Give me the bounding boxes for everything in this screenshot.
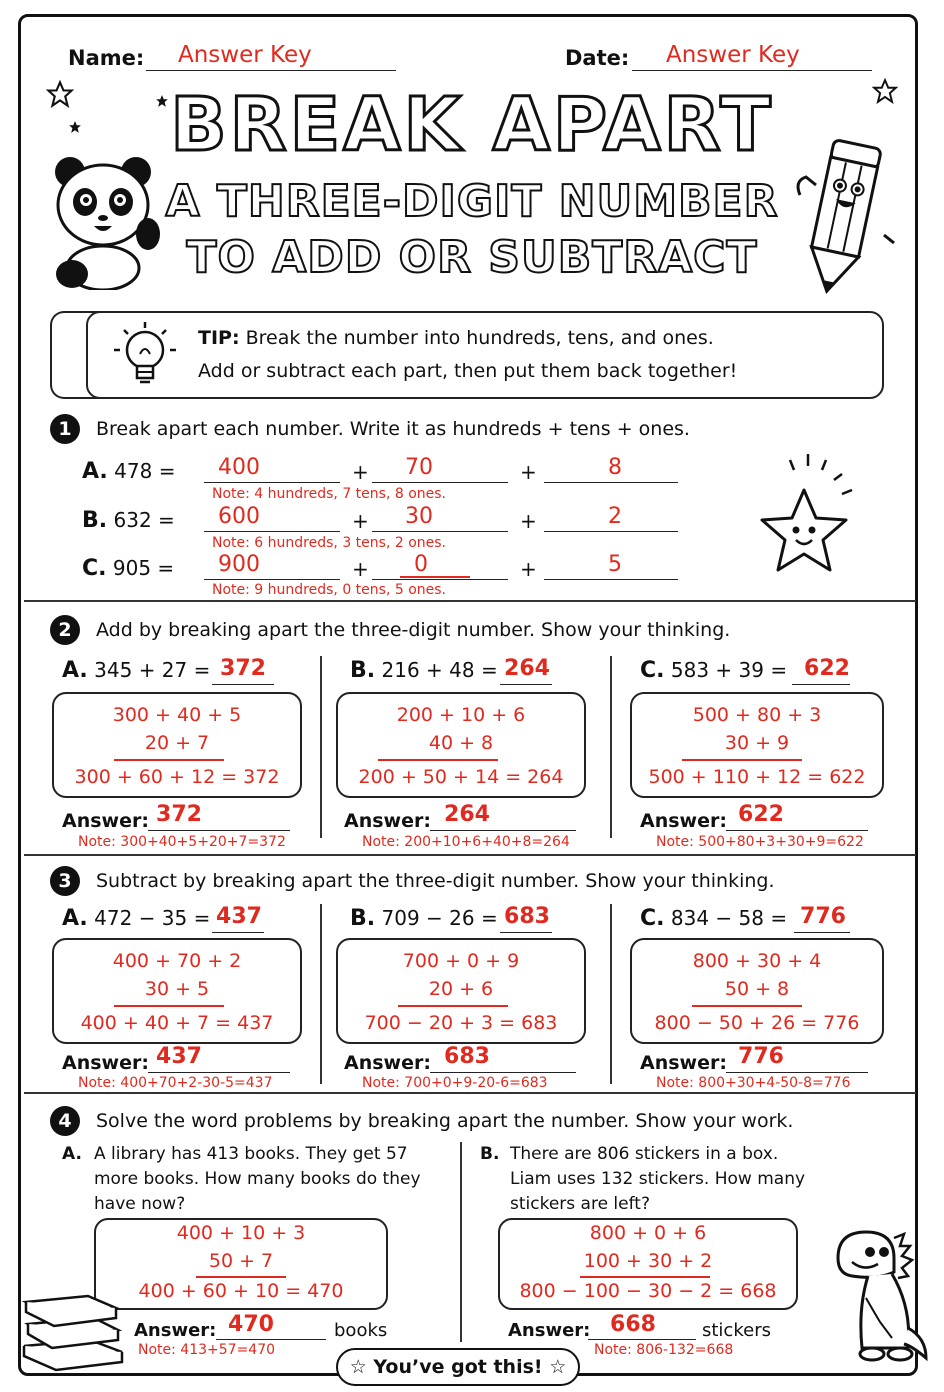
s2c-result-line — [792, 684, 850, 685]
column-divider — [320, 904, 322, 1084]
plus-sign: + — [520, 460, 537, 484]
s3b-result[interactable]: 683 — [504, 904, 550, 929]
s1a-tens-line — [372, 482, 508, 483]
work-line: 500 + 110 + 12 = 622 — [648, 766, 866, 788]
s3b-answer-line — [430, 1072, 576, 1073]
s4b-work-box — [498, 1218, 798, 1310]
tip-line-2: Add or subtract each part, then put them back together! — [198, 360, 738, 382]
work-line: 30 + 5 — [144, 978, 210, 1000]
s2b-result-line — [500, 684, 552, 685]
s4b-answer[interactable]: 668 — [610, 1312, 656, 1337]
work-line: 800 + 0 + 6 — [589, 1222, 707, 1244]
s2-problem-c: C. 583 + 39 = — [640, 658, 788, 683]
s2b-result[interactable]: 264 — [504, 656, 550, 681]
s3-problem-a: A. 472 − 35 = — [62, 906, 211, 931]
dinosaur-icon — [808, 1218, 928, 1378]
work-underline — [692, 1005, 802, 1007]
s1c-ones[interactable]: 5 — [608, 552, 622, 577]
section-divider — [24, 854, 916, 856]
work-line: 200 + 50 + 14 = 264 — [358, 766, 564, 788]
panda-icon — [48, 150, 173, 290]
s3b-result-line — [500, 932, 552, 933]
plus-sign: + — [352, 557, 369, 581]
s4a-work-box — [94, 1218, 388, 1310]
s4-letter-b: B. — [480, 1144, 500, 1164]
answer-label: Answer: — [640, 810, 727, 832]
s2a-work-box — [52, 692, 302, 798]
section-divider — [24, 600, 916, 602]
s3a-answer[interactable]: 437 — [156, 1044, 202, 1069]
s4b-text-3: stickers are left? — [510, 1194, 650, 1214]
column-divider — [320, 656, 322, 838]
work-line: 50 + 8 — [724, 978, 790, 1000]
work-line: 20 + 6 — [428, 978, 494, 1000]
s1a-hundreds-line — [204, 482, 340, 483]
s1c-tens-line — [372, 579, 508, 580]
s1a-tens[interactable]: 70 — [405, 455, 433, 480]
s2a-result-line — [212, 684, 274, 685]
section-number-4: 4 — [50, 1106, 80, 1136]
column-divider — [460, 1142, 462, 1342]
encouragement-badge — [336, 1348, 580, 1386]
pencil-icon — [792, 125, 897, 300]
s3c-work-box — [630, 938, 884, 1044]
plus-sign: + — [352, 509, 369, 533]
tip-box — [86, 311, 884, 399]
s1b-note: Note: 6 hundreds, 3 tens, 2 ones. — [212, 535, 446, 551]
work-line: 700 − 20 + 3 = 683 — [364, 1012, 558, 1034]
s1a-hundreds[interactable]: 400 — [218, 455, 260, 480]
s1c-tens[interactable]: 0 — [414, 552, 428, 577]
s3-problem-c: C. 834 − 58 = — [640, 906, 788, 931]
s1c-hundreds[interactable]: 900 — [218, 552, 260, 577]
answer-label: Answer: — [62, 1052, 149, 1074]
s1c-note: Note: 9 hundreds, 0 tens, 5 ones. — [212, 582, 446, 598]
s1b-tens-line — [372, 531, 508, 532]
s3c-result-line — [794, 932, 850, 933]
s2a-answer[interactable]: 372 — [156, 802, 202, 827]
work-line: 20 + 7 — [144, 732, 210, 754]
s4a-note: Note: 413+57=470 — [138, 1342, 276, 1358]
s1a-ones-line — [544, 482, 678, 483]
work-line: 800 − 50 + 26 = 776 — [654, 1012, 860, 1034]
s4a-text-1: A library has 413 books. They get 57 — [94, 1144, 408, 1164]
s3c-answer-line — [726, 1072, 868, 1073]
work-underline — [378, 759, 498, 761]
plus-sign: + — [352, 460, 369, 484]
s3b-note: Note: 700+0+9-20-6=683 — [362, 1075, 548, 1091]
name-line — [146, 70, 396, 71]
s1-problem-b: B. 632 = — [82, 508, 175, 533]
name-value[interactable]: Answer Key — [178, 42, 312, 68]
s3a-result-line — [212, 932, 264, 933]
work-line: 500 + 80 + 3 — [692, 704, 822, 726]
s3a-work-box — [52, 938, 302, 1044]
s1a-ones[interactable]: 8 — [608, 455, 622, 480]
answer-label: Answer: — [134, 1320, 217, 1341]
work-line: 200 + 10 + 6 — [396, 704, 526, 726]
work-underline — [682, 759, 802, 761]
section-4-instruction: Solve the word problems by breaking apart the number. Show your work. — [96, 1110, 794, 1132]
s4a-text-3: have now? — [94, 1194, 186, 1214]
s4b-text-2: Liam uses 132 stickers. How many — [510, 1169, 806, 1189]
work-line: 800 + 30 + 4 — [692, 950, 822, 972]
s3b-work-box — [336, 938, 586, 1044]
section-number-3: 3 — [50, 866, 80, 896]
s2b-work-box — [336, 692, 586, 798]
s2-problem-b: B. 216 + 48 = — [350, 658, 498, 683]
answer-label: Answer: — [508, 1320, 591, 1341]
s3c-result[interactable]: 776 — [800, 904, 846, 929]
s2a-result[interactable]: 372 — [220, 656, 266, 681]
date-label: Date: — [565, 46, 630, 70]
smiling-star-icon — [752, 452, 872, 582]
plus-sign: + — [520, 557, 537, 581]
work-underline — [398, 1005, 508, 1007]
s2c-answer[interactable]: 622 — [738, 802, 784, 827]
s3c-note: Note: 800+30+4-50-8=776 — [656, 1075, 851, 1091]
s2c-result[interactable]: 622 — [804, 656, 850, 681]
s1c-hundreds-line — [204, 579, 340, 580]
s1a-note: Note: 4 hundreds, 7 tens, 8 ones. — [212, 486, 446, 502]
s4b-text-1: There are 806 stickers in a box. — [510, 1144, 779, 1164]
section-number-1: 1 — [50, 414, 80, 444]
s4a-answer-line — [216, 1339, 326, 1340]
work-line: 30 + 9 — [724, 732, 790, 754]
s2c-answer-line — [726, 830, 868, 831]
title-line-1: BREAK APART — [170, 82, 774, 168]
s4a-unit: books — [334, 1320, 388, 1341]
s2b-answer[interactable]: 264 — [444, 802, 490, 827]
lightbulb-icon — [100, 318, 190, 394]
section-2-instruction: Add by breaking apart the three-digit number. Show your thinking. — [96, 619, 731, 641]
section-1-instruction: Break apart each number. Write it as hundreds + tens + ones. — [96, 418, 690, 440]
column-divider — [610, 904, 612, 1084]
s1c-ones-line — [544, 579, 678, 580]
s2b-note: Note: 200+10+6+40+8=264 — [362, 834, 570, 850]
work-line: 300 + 40 + 5 — [112, 704, 242, 726]
work-line: 300 + 60 + 12 = 372 — [74, 766, 280, 788]
s4b-unit: stickers — [702, 1320, 771, 1341]
s4b-answer-line — [588, 1339, 696, 1340]
answer-label: Answer: — [344, 810, 431, 832]
work-underline — [114, 759, 224, 761]
column-divider — [610, 656, 612, 838]
s1-problem-a: A. 478 = — [82, 459, 176, 484]
s4-letter-a: A. — [62, 1144, 82, 1164]
books-icon — [18, 1284, 130, 1372]
s3a-result[interactable]: 437 — [216, 904, 262, 929]
s1b-hundreds-line — [204, 531, 340, 532]
work-line: 400 + 70 + 2 — [112, 950, 242, 972]
s4a-answer[interactable]: 470 — [228, 1312, 274, 1337]
s1b-ones[interactable]: 2 — [608, 504, 622, 529]
s4a-text-2: more books. How many books do they — [94, 1169, 421, 1189]
date-line — [632, 70, 872, 71]
answer-label: Answer: — [62, 810, 149, 832]
s3c-answer[interactable]: 776 — [738, 1044, 784, 1069]
footer-text: You’ve got this! — [373, 1356, 543, 1378]
s1b-tens[interactable]: 30 — [405, 504, 433, 529]
s3a-answer-line — [148, 1072, 290, 1073]
star-icon: ☆ — [549, 1356, 567, 1378]
plus-sign: + — [520, 509, 537, 533]
title-line-3: TO ADD OR SUBTRACT — [186, 232, 758, 283]
s2c-work-box — [630, 692, 884, 798]
s2b-answer-line — [430, 830, 576, 831]
work-line: 400 + 10 + 3 — [176, 1222, 306, 1244]
work-underline — [196, 1276, 286, 1278]
section-3-instruction: Subtract by breaking apart the three-digit number. Show your thinking. — [96, 870, 775, 892]
name-label: Name: — [68, 46, 145, 70]
work-line: 400 + 40 + 7 = 437 — [80, 1012, 274, 1034]
work-line: 100 + 30 + 2 — [583, 1250, 713, 1272]
section-divider — [24, 1092, 916, 1094]
work-underline — [580, 1276, 710, 1278]
s1-problem-c: C. 905 = — [82, 556, 175, 581]
s2-problem-a: A. 345 + 27 = — [62, 658, 211, 683]
s3a-note: Note: 400+70+2-30-5=437 — [78, 1075, 273, 1091]
work-underline — [114, 1005, 224, 1007]
s4b-note: Note: 806-132=668 — [594, 1342, 734, 1358]
title-line-2: A THREE-DIGIT NUMBER — [165, 176, 779, 227]
work-line: 800 − 100 − 30 − 2 = 668 — [519, 1280, 777, 1302]
tip-line-1: TIP: Break the number into hundreds, tens, and ones. — [198, 327, 714, 349]
section-number-2: 2 — [50, 615, 80, 645]
s1b-ones-line — [544, 531, 678, 532]
work-line: 700 + 0 + 9 — [402, 950, 520, 972]
s2a-note: Note: 300+40+5+20+7=372 — [78, 834, 286, 850]
work-line: 50 + 7 — [208, 1250, 274, 1272]
answer-label: Answer: — [640, 1052, 727, 1074]
s3-problem-b: B. 709 − 26 = — [350, 906, 498, 931]
s2a-answer-line — [148, 830, 290, 831]
s3b-answer[interactable]: 683 — [444, 1044, 490, 1069]
s1b-hundreds[interactable]: 600 — [218, 504, 260, 529]
answer-label: Answer: — [344, 1052, 431, 1074]
star-icon: ☆ — [349, 1356, 367, 1378]
date-value[interactable]: Answer Key — [666, 42, 800, 68]
s2c-note: Note: 500+80+3+30+9=622 — [656, 834, 864, 850]
work-line: 400 + 60 + 10 = 470 — [138, 1280, 344, 1302]
work-line: 40 + 8 — [428, 732, 494, 754]
